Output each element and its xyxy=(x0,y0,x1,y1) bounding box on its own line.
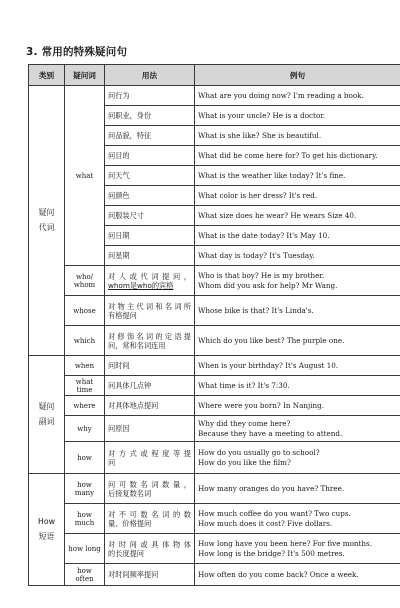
example-cell: What are you doing now? I'm reading a book. xyxy=(195,86,400,106)
usage-cell: 对方式或程度等提 问 xyxy=(105,442,195,474)
example-cell: What is the weather like today? It's fine. xyxy=(195,166,400,186)
word-how-much: how much xyxy=(65,504,105,534)
table-row xyxy=(29,326,400,356)
word-how-often: how often xyxy=(65,564,105,586)
table-row xyxy=(29,296,400,326)
usage-cell: 问星期 xyxy=(105,246,195,266)
usage-cell: 问职业，身份 xyxy=(105,106,195,126)
usage-cell: 问颜色 xyxy=(105,186,195,206)
usage-cell: 问行为 xyxy=(105,86,195,106)
header-usage: 用法 xyxy=(105,65,195,86)
section-title xyxy=(26,44,127,59)
table-row xyxy=(29,356,400,376)
example-cell: Who is that boy? He is my brother. Whom did you ask for help? Mr Wang. xyxy=(195,266,400,296)
table-row xyxy=(29,266,400,296)
example-cell: How many oranges do you have? Three. xyxy=(195,474,400,504)
word-when: when xyxy=(65,356,105,376)
table-row xyxy=(29,564,400,586)
section-number: 3. xyxy=(26,46,38,58)
usage-cell: 问服装尺寸 xyxy=(105,206,195,226)
usage-cell: 问品貌，特征 xyxy=(105,126,195,146)
example-cell: What color is her dress? It's red. xyxy=(195,186,400,206)
example-cell: Whose bike is that? It's Linda's. xyxy=(195,296,400,326)
table-header-row xyxy=(29,65,400,86)
example-cell: How do you usually go to school? How do you like the film? xyxy=(195,442,400,474)
header-example: 例句 xyxy=(195,65,400,86)
example-cell: What is your uncle? He is a doctor. xyxy=(195,106,400,126)
question-table xyxy=(28,64,400,586)
table-row xyxy=(29,396,400,416)
table-row xyxy=(29,376,400,396)
usage-cell: 问日期 xyxy=(105,226,195,246)
usage-cell: 对物主代词和名词所 有格提问 xyxy=(105,296,195,326)
example-cell: What did he come here for? To get his dictionary. xyxy=(195,146,400,166)
header-question-word: 疑问词 xyxy=(65,65,105,86)
word-how-many: how many xyxy=(65,474,105,504)
word-which: which xyxy=(65,326,105,356)
header-category: 类别 xyxy=(29,65,65,86)
usage-cell: 问具体几点钟 xyxy=(105,376,195,396)
word-how-long: how long xyxy=(65,534,105,564)
category-adverb: 疑问 副词 xyxy=(29,356,65,474)
example-cell: What size does he wear? He wears Size 40. xyxy=(195,206,400,226)
usage-cell: 问天气 xyxy=(105,166,195,186)
usage-cell: 对具体地点提问 xyxy=(105,396,195,416)
word-how: how xyxy=(65,442,105,474)
example-cell: Why did they come here? Because they have a meeting to attend. xyxy=(195,416,400,442)
word-what-time: what time xyxy=(65,376,105,396)
example-cell: What is she like? She is beautiful. xyxy=(195,126,400,146)
table-row xyxy=(29,474,400,504)
table-row xyxy=(29,534,400,564)
example-cell: Where were you born? In Nanjing. xyxy=(195,396,400,416)
usage-cell: 对不可数名词的数 量、价格提问 xyxy=(105,504,195,534)
example-cell: What time is it? It's 7:30. xyxy=(195,376,400,396)
word-what: what xyxy=(65,86,105,266)
word-where: where xyxy=(65,396,105,416)
usage-cell: 问可数名词数量， 后接复数名词 xyxy=(105,474,195,504)
example-cell: How often do you come back? Once a week. xyxy=(195,564,400,586)
word-whose: whose xyxy=(65,296,105,326)
usage-cell: 对人或代词提问， whom是who的宾格 xyxy=(105,266,195,296)
category-pronoun: 疑问 代词 xyxy=(29,86,65,356)
example-cell: How long have you been here? For five months. How long is the bridge? It's 500 metres. xyxy=(195,534,400,564)
usage-cell: 问时间 xyxy=(105,356,195,376)
example-cell: When is your birthday? It's August 10. xyxy=(195,356,400,376)
table-row xyxy=(29,416,400,442)
table-row xyxy=(29,504,400,534)
example-cell: How much coffee do you want? Two cups. How much does it cost? Five dollars. xyxy=(195,504,400,534)
example-cell: What day is today? It's Tuesday. xyxy=(195,246,400,266)
usage-cell: 问原因 xyxy=(105,416,195,442)
table-row xyxy=(29,442,400,474)
example-cell: What is the date today? It's May 10. xyxy=(195,226,400,246)
usage-cell: 对时间频率提问 xyxy=(105,564,195,586)
usage-cell: 对修饰名词的定语提 问，常和名词连用 xyxy=(105,326,195,356)
word-why: why xyxy=(65,416,105,442)
category-how-phrases: How 短语 xyxy=(29,474,65,586)
section-title-text: 常用的特殊疑问句 xyxy=(41,46,128,58)
example-cell: Which do you like best? The purple one. xyxy=(195,326,400,356)
usage-cell: 对时间或具体物体 的长度提问 xyxy=(105,534,195,564)
word-who: who/ whom xyxy=(65,266,105,296)
usage-cell: 问目的 xyxy=(105,146,195,166)
table-row xyxy=(29,86,400,106)
